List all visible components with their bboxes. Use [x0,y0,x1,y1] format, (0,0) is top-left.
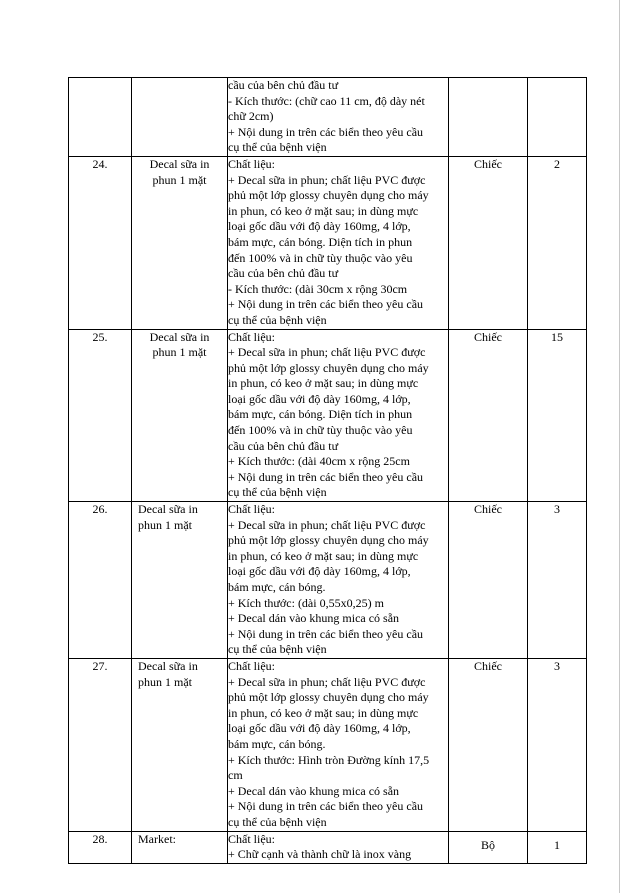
description-line: in phun, có keo ở mặt sau; in dùng mực [228,548,419,563]
item-name-cell [132,502,228,659]
description-line: Chất liệu: [228,502,275,517]
description-line: + Decal sữa in phun; chất liệu PVC được [228,172,426,187]
description-line: cầu của bên chủ đầu tư [228,266,339,281]
item-unit: Chiếc [449,502,528,659]
description-line: + Nội dung in trên các biển theo yêu cầu [228,297,424,312]
item-number [69,78,132,157]
description-line: cụ thể của bệnh viện [228,485,327,500]
item-quantity: 2 [528,156,587,329]
item-name-cell [132,658,228,831]
description-line: loại gốc dầu với độ dày 160mg, 4 lớp, [228,564,411,579]
item-description-cell [228,78,449,157]
description-line: đến 100% và in chữ tùy thuộc vào yêu [228,423,413,438]
description-line: bám mực, cán bóng. [228,580,326,594]
description-line: + Nội dung in trên các biển theo yêu cầu [228,469,424,484]
description-line: phủ một lớp glossy chuyên dụng cho máy [228,690,429,705]
description-line: cầu của bên chủ đầu tư [228,78,339,92]
description-line: + Kích thước: (dài 40cm x rộng 25cm [228,454,410,469]
description-line: + Decal dán vào khung mica có sẵn [228,611,400,626]
item-description-cell [228,658,449,831]
description-line: - Kích thước: (dài 30cm x rộng 30cm [228,281,408,296]
item-quantity: 15 [528,329,587,502]
item-unit: Chiếc [449,329,528,502]
description-line: phủ một lớp glossy chuyên dụng cho máy [228,533,429,548]
item-name-cell [132,78,228,157]
description-line: loại gốc dầu với độ dày 160mg, 4 lớp, [228,721,411,736]
description-line: + Nội dung in trên các biển theo yêu cầu [228,799,424,814]
item-name-line: Decal sữa in [149,329,210,344]
description-line: bám mực, cán bóng. [228,736,326,751]
item-description-cell [228,502,449,659]
item-number: 24. [69,156,132,329]
description-line: Chất liệu: [228,329,275,344]
description-line: Chất liệu: [228,156,275,171]
item-name-cell [132,831,228,863]
description-line: bám mực, cán bóng. Diện tích in phun [228,407,413,422]
description-line: + Decal sữa in phun; chất liệu PVC được [228,517,426,532]
item-quantity: 3 [528,658,587,831]
description-line: loại gốc dầu với độ dày 160mg, 4 lớp, [228,219,411,234]
table-row [69,658,587,831]
description-line: in phun, có keo ở mặt sau; in dùng mực [228,376,419,391]
item-number: 25. [69,329,132,502]
item-name-cell [132,329,228,502]
description-line: cm [228,768,243,783]
description-line: loại gốc dầu với độ dày 160mg, 4 lớp, [228,391,411,406]
description-line: + Chữ cạnh và thành chữ là inox vàng [228,847,412,862]
description-line: đến 100% và in chữ tùy thuộc vào yêu [228,250,413,265]
description-line: phủ một lớp glossy chuyên dụng cho máy [228,188,429,203]
description-line: + Decal sữa in phun; chất liệu PVC được [228,345,426,360]
item-description-cell [228,329,449,502]
item-name-line: Decal sữa in [138,502,198,517]
item-name-line: Decal sữa in [149,156,210,171]
item-quantity [528,78,587,157]
item-number: 26. [69,502,132,659]
description-line: in phun, có keo ở mặt sau; in dùng mực [228,203,419,218]
item-name-cell [132,156,228,329]
item-name-line: Decal sữa in [138,658,198,673]
item-unit: Chiếc [449,156,528,329]
item-description-cell [228,831,449,863]
table-body [69,78,587,864]
item-unit: Chiếc [449,658,528,831]
description-line: in phun, có keo ở mặt sau; in dùng mực [228,705,419,720]
item-name-line: phun 1 mặt [152,172,207,187]
item-name-line: phun 1 mặt [138,517,192,532]
item-name-line: phun 1 mặt [138,674,192,689]
table-row [69,329,587,502]
description-line: + Nội dung in trên các biển theo yêu cầu [228,626,424,641]
description-line: + Decal dán vào khung mica có sẵn [228,783,400,798]
item-description-cell [228,156,449,329]
table-row [69,78,587,157]
specification-table [68,77,587,864]
description-line: + Kích thước: Hình tròn Đường kính 17,5 [228,752,430,767]
description-line: cụ thể của bệnh viện [228,642,327,657]
description-line: bám mực, cán bóng. Diện tích in phun [228,234,413,249]
description-line: chữ 2cm) [228,109,274,124]
description-line: Chất liệu: [228,831,275,846]
description-line: Chất liệu: [228,658,275,673]
description-line: + Kích thước: (dài 0,55x0,25) m [228,595,384,610]
item-quantity: 3 [528,502,587,659]
description-line: cụ thể của bệnh viện [228,312,327,327]
item-unit: Bộ [449,831,528,863]
description-line: cụ thể của bệnh viện [228,814,327,829]
item-number: 27. [69,658,132,831]
description-line: - Kích thước: (chữ cao 11 cm, độ dày nét [228,93,425,108]
description-line: + Nội dung in trên các biển theo yêu cầu [228,124,424,139]
item-name-line: Market: [138,831,176,846]
description-line: phủ một lớp glossy chuyên dụng cho máy [228,360,429,375]
item-name-line: phun 1 mặt [152,345,207,360]
table-row [69,831,587,863]
table-row [69,156,587,329]
description-line: + Decal sữa in phun; chất liệu PVC được [228,674,426,689]
description-line: cụ thể của bệnh viện [228,140,327,155]
item-quantity: 1 [528,831,587,863]
description-line: cầu của bên chủ đầu tư [228,438,339,453]
item-number: 28. [69,831,132,863]
table-row [69,502,587,659]
item-unit [449,78,528,157]
